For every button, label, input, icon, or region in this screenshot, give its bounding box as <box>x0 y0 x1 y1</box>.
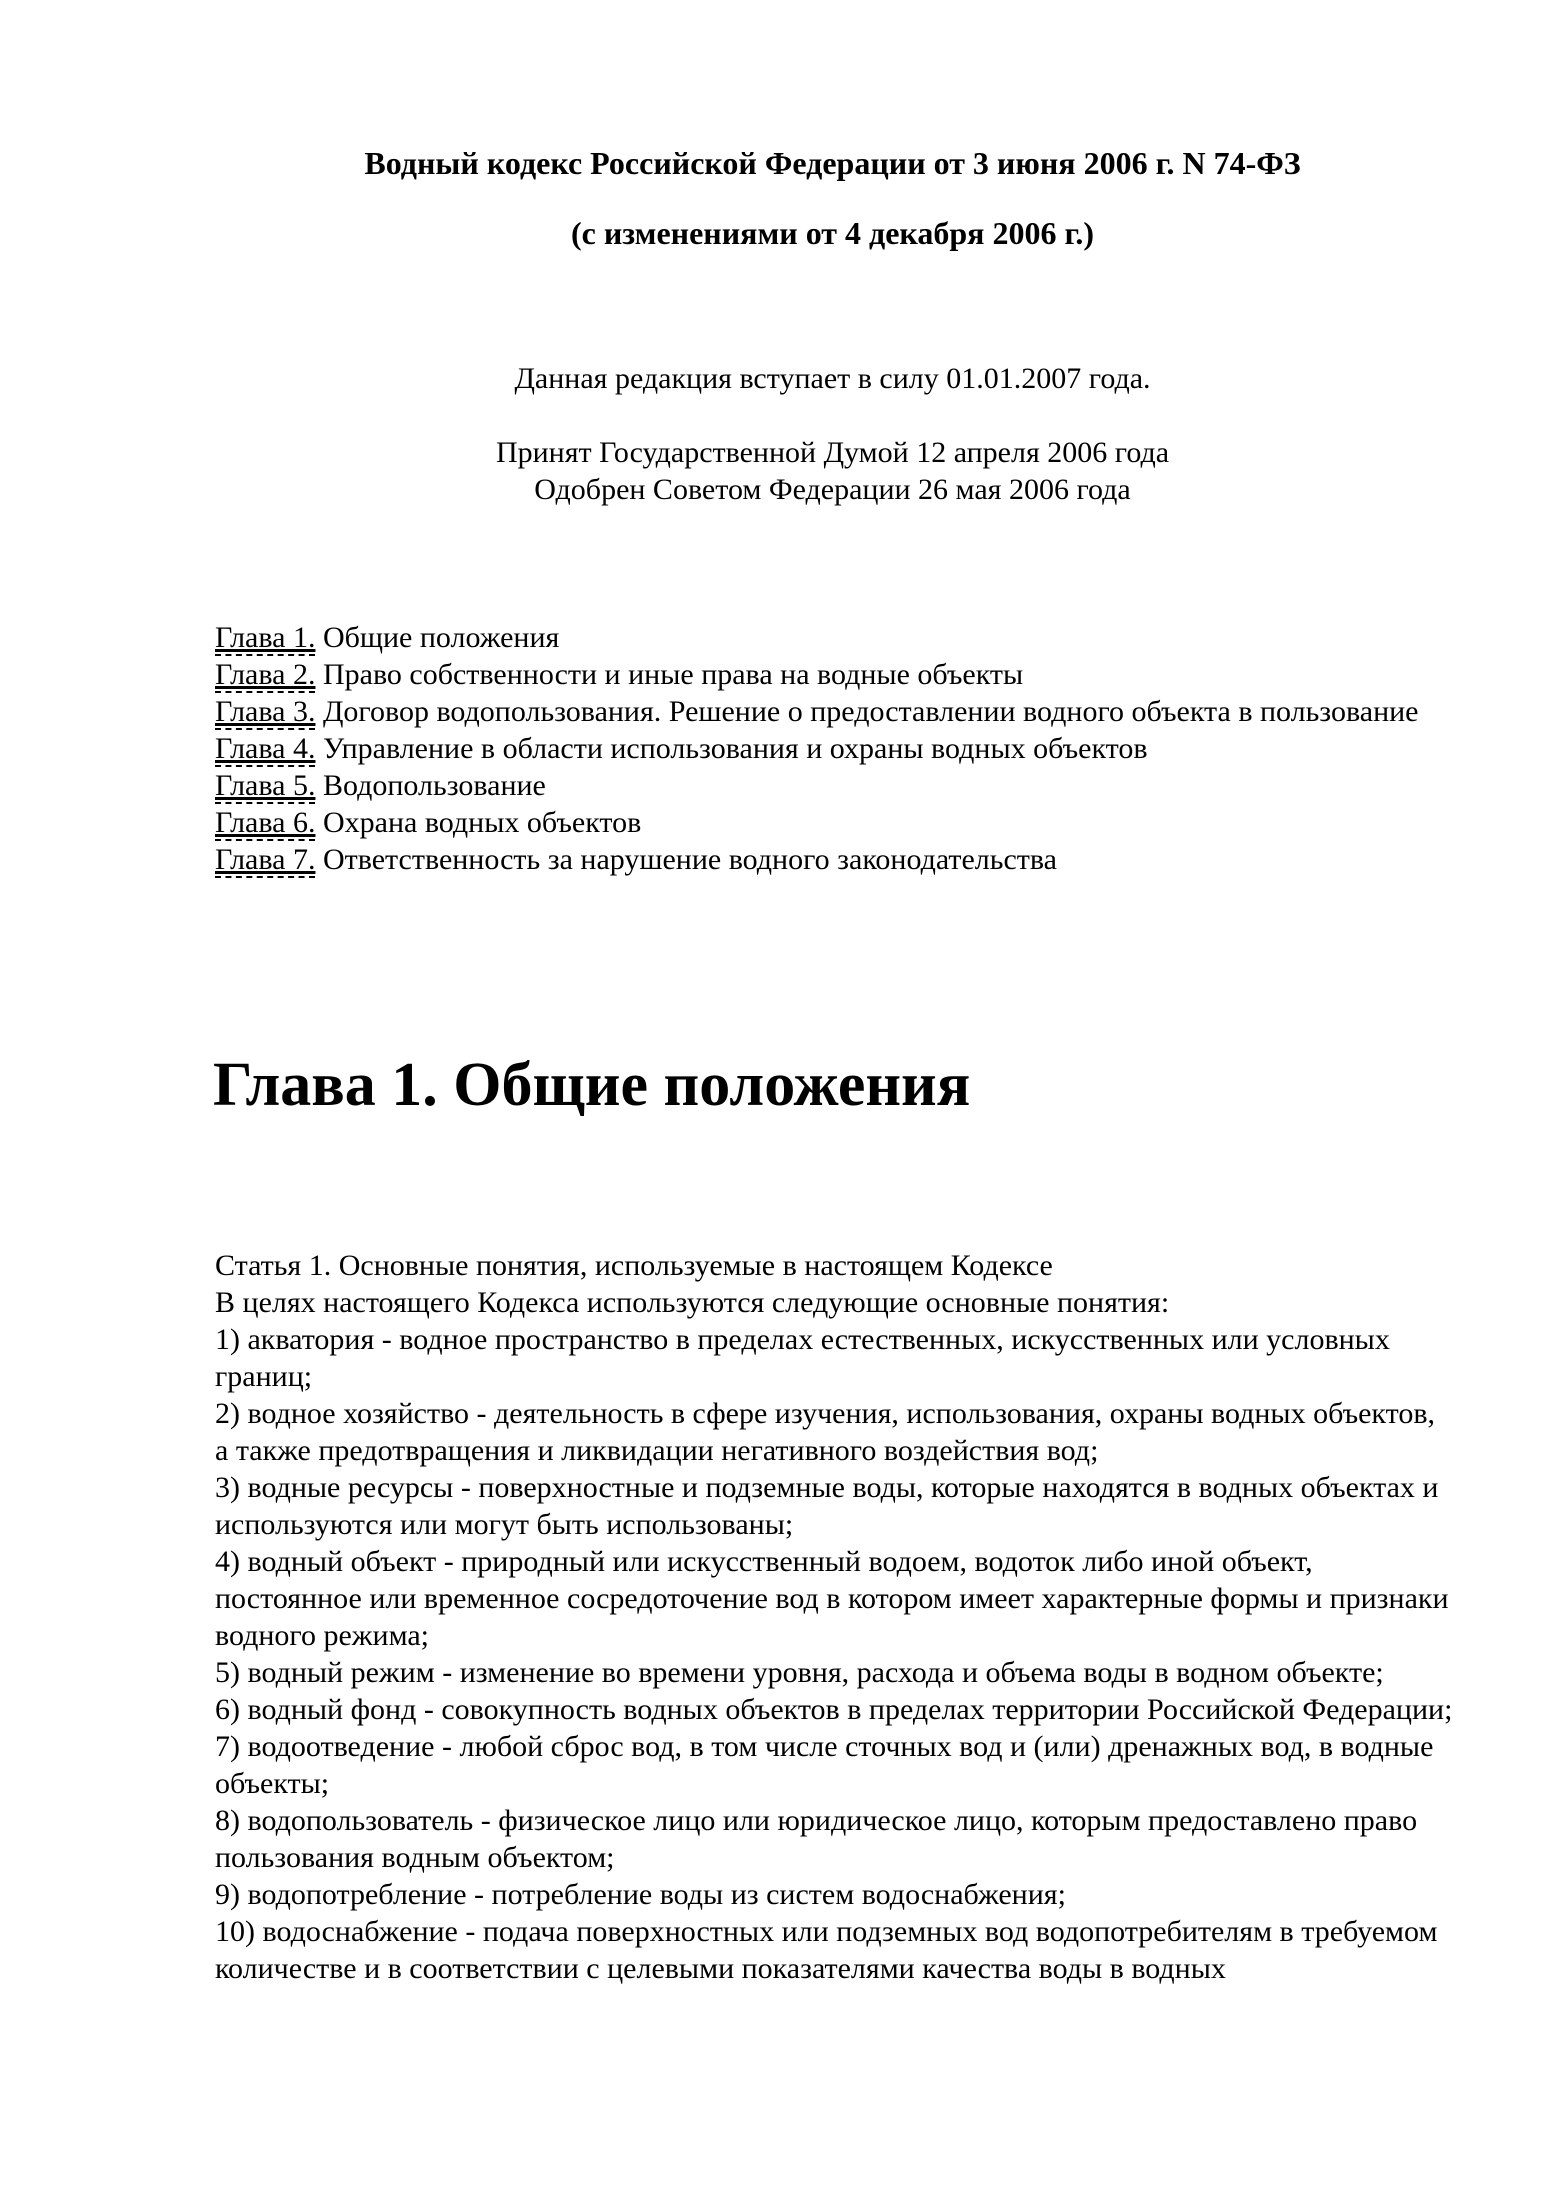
toc-item-title: Договор водопользования. Решение о предоставлении водного объекта в пользование <box>315 695 1419 728</box>
chapter-link[interactable]: Глава 5. <box>215 769 316 802</box>
toc-item <box>215 804 1450 841</box>
toc-item-title: Управление в области использования и охраны водных объектов <box>315 732 1148 765</box>
definition-item: 1) акватория - водное пространство в пределах естественных, искусственных или условных границ; <box>215 1323 1390 1393</box>
toc-item-title: Ответственность за нарушение водного законодательства <box>315 843 1057 876</box>
toc-item <box>215 656 1450 693</box>
definition-item: 2) водное хозяйство - деятельность в сфере изучения, использования, охраны водных объектов, а также предотвращения и ликвидации негативного воздействия вод; <box>215 1397 1435 1467</box>
article-1-section <box>215 1247 1453 1987</box>
chapter-heading: Глава 1. Общие положения <box>213 1051 971 1119</box>
toc-item <box>215 619 1450 656</box>
chapter-link[interactable]: Глава 2. <box>215 658 316 691</box>
toc-item-title: Право собственности и иные права на водные объекты <box>315 658 1024 691</box>
chapter-link[interactable]: Глава 7. <box>215 843 316 876</box>
definitions-list <box>215 1321 1453 1987</box>
approved-by-council-line: Одобрен Советом Федерации 26 мая 2006 года <box>534 473 1131 506</box>
definition-item: 6) водный фонд - совокупность водных объектов в пределах территории Российской Федерации; <box>215 1693 1453 1726</box>
article-heading: Статья 1. Основные понятия, используемые в настоящем Кодексе <box>215 1249 1053 1282</box>
toc-item <box>215 730 1450 767</box>
toc-item-title: Охрана водных объектов <box>315 806 642 839</box>
definition-item: 9) водопотребление - потребление воды из систем водоснабжения; <box>215 1878 1066 1911</box>
adoption-info <box>215 434 1450 508</box>
chapter-link[interactable]: Глава 6. <box>215 806 316 839</box>
definition-item: 7) водоотведение - любой сброс вод, в том числе сточных вод и (или) дренажных вод, в водные объекты; <box>215 1730 1434 1800</box>
chapter-link[interactable]: Глава 3. <box>215 695 316 728</box>
article-intro: В целях настоящего Кодекса используются следующие основные понятия: <box>215 1286 1170 1319</box>
definition-item: 10) водоснабжение - подача поверхностных или подземных вод водопотребителям в требуемом количестве и в соответствии с целевыми показателями качества воды в водных <box>215 1915 1438 1985</box>
document-subtitle: (с изменениями от 4 декабря 2006 г.) <box>570 215 1095 251</box>
toc-item <box>215 841 1450 878</box>
chapter-link[interactable]: Глава 4. <box>215 732 316 765</box>
toc-item <box>215 693 1450 730</box>
edition-note: Данная редакция вступает в силу 01.01.2007 года. <box>514 362 1151 395</box>
definition-item: 4) водный объект - природный или искусственный водоем, водоток либо иной объект, постоянное или временное сосредоточение вод в котором имеет характерные формы и признаки водного режима; <box>215 1545 1449 1652</box>
document-title: Водный кодекс Российской Федерации от 3 июня 2006 г. N 74-ФЗ <box>364 145 1301 181</box>
table-of-contents <box>215 619 1450 878</box>
adopted-by-duma-line: Принят Государственной Думой 12 апреля 2006 года <box>495 436 1170 469</box>
chapter-link[interactable]: Глава 1. <box>215 621 316 654</box>
definition-item: 8) водопользователь - физическое лицо или юридическое лицо, которым предоставлено право пользования водным объектом; <box>215 1804 1418 1874</box>
toc-item-title: Общие положения <box>315 621 560 654</box>
toc-item-title: Водопользование <box>315 769 546 802</box>
definition-item: 3) водные ресурсы - поверхностные и подземные воды, которые находятся в водных объектах и используются или могут быть использованы; <box>215 1471 1439 1541</box>
toc-item <box>215 767 1450 804</box>
definition-item: 5) водный режим - изменение во времени уровня, расхода и объема воды в водном объекте; <box>215 1656 1384 1689</box>
